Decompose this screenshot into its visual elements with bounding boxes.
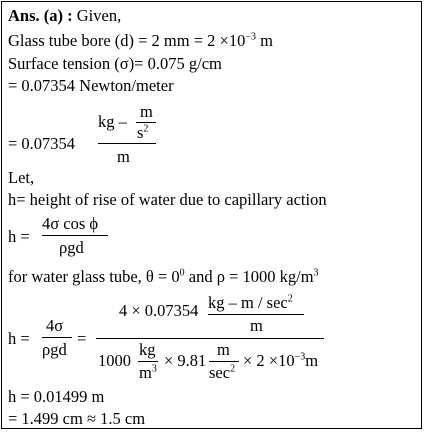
- theta-superscript: 0: [179, 267, 185, 279]
- den-d-exponent: −3: [294, 351, 306, 363]
- conditions-theta: for water glass tube, θ = 0: [8, 267, 180, 286]
- let-line: Let,: [8, 168, 35, 187]
- conversion-numerator-m: m: [140, 102, 153, 121]
- formula2-den-m: m: [217, 340, 230, 359]
- formula2-num-coefficient: 4 × 0.07354: [119, 301, 199, 320]
- formula2-den-1000: 1000: [98, 351, 131, 370]
- formula2-den-g: × 9.81: [164, 351, 207, 370]
- formula1-numerator: 4σ cos ϕ: [42, 214, 99, 233]
- conversion-denominator: m: [117, 147, 130, 166]
- formula2-den-m-bar: [209, 361, 239, 362]
- num-unit-exponent: 2: [287, 293, 293, 305]
- den-sec-text: sec: [209, 363, 231, 382]
- formula2-den-kg-bar: [138, 361, 158, 362]
- given-label: Given,: [76, 6, 122, 25]
- formula2-den-kg: kg: [139, 340, 156, 359]
- answer-heading: Ans. (a) :: [8, 6, 73, 25]
- solution-box: [1, 1, 422, 429]
- surface-tension-newton-line: = 0.07354 Newton/meter: [8, 76, 174, 95]
- formula2-num-unit-bar: [208, 314, 304, 315]
- formula1-fraction-bar: [42, 235, 108, 236]
- formula2-num-unit-den: m: [250, 316, 263, 335]
- den-d-unit: m: [305, 351, 319, 370]
- den-m3-exponent: 3: [151, 363, 157, 375]
- conversion-numerator-kg: kg –: [98, 112, 127, 131]
- formula2-den-d: [243, 351, 318, 370]
- conversion-fraction-bar: [98, 143, 156, 144]
- conditions-line: [8, 267, 319, 286]
- h-definition-line: h= height of rise of water due to capillary action: [8, 190, 327, 209]
- surface-tension-line: Surface tension (σ)= 0.075 g/cm: [8, 54, 222, 73]
- seconds-exponent: 2: [143, 123, 149, 135]
- bore-unit: m: [255, 31, 273, 50]
- num-unit-text: kg – m / sec: [208, 293, 288, 312]
- formula2-den1: ρgd: [42, 340, 67, 359]
- answer-heading-line: [8, 6, 121, 25]
- formula2-lhs: h =: [8, 329, 30, 348]
- formula2-num1: 4σ: [46, 316, 64, 335]
- bore-text: Glass tube bore (d) = 2 mm = 2 ×10: [8, 31, 246, 50]
- conditions-rho: and ρ = 1000 kg/m: [184, 267, 314, 286]
- den-sec-exponent: 2: [230, 363, 236, 375]
- conversion-numerator-s: [137, 123, 148, 142]
- formula2-num-unit: [208, 293, 293, 312]
- formula2-fraction-bar-1: [42, 337, 72, 338]
- formula2-main-fraction-bar: [96, 338, 324, 339]
- formula1-denominator: ρgd: [59, 238, 84, 257]
- bore-line: [8, 31, 273, 50]
- bore-exponent: −3: [245, 31, 256, 43]
- result-line-2: = 1.499 cm ≈ 1.5 cm: [8, 409, 146, 428]
- cube-superscript: 3: [313, 267, 319, 279]
- formula2-equals: =: [77, 329, 87, 348]
- formula1-lhs: h =: [8, 227, 30, 246]
- den-m3-text: m: [139, 363, 152, 382]
- result-line-1: h = 0.01499 m: [8, 387, 105, 406]
- formula2-den-sec: [209, 363, 235, 382]
- conversion-lhs: = 0.07354: [8, 134, 76, 153]
- seconds-symbol: s: [137, 123, 144, 142]
- formula2-den-m3: [139, 363, 157, 382]
- den-d-text: × 2 ×10: [243, 351, 295, 370]
